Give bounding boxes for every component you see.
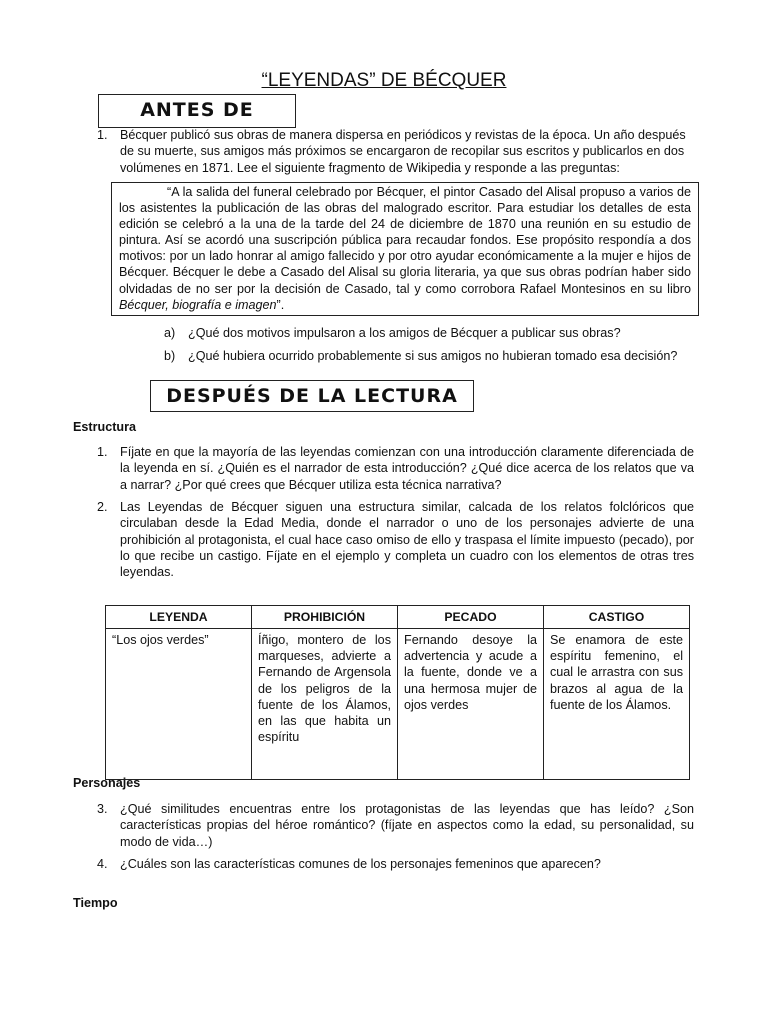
subheading-estructura: Estructura xyxy=(73,420,136,434)
question-text: ¿Cuáles son las características comunes de los personajes femeninos que aparecen? xyxy=(120,857,601,871)
subquestion-text: ¿Qué dos motivos impulsaron a los amigos de Bécquer a publicar sus obras? xyxy=(188,326,621,340)
table-header: CASTIGO xyxy=(544,606,690,629)
question-number: 1. xyxy=(97,128,108,142)
question-number: 2. xyxy=(97,500,108,514)
table-row xyxy=(106,629,690,780)
quote-end: ”. xyxy=(276,297,285,312)
subquestion-label: a) xyxy=(164,326,176,340)
legend-table xyxy=(105,605,690,780)
table-cell: Se enamora de este espíritu femenino, el cual le arrastra con sus brazos al agua de la fuente de los Álamos. xyxy=(544,629,690,780)
section-heading-antes: ANTES DE xyxy=(98,94,296,128)
table-cell: Íñigo, montero de los marqueses, advierte a Fernando de Argensola de los peligros de la fuente de los Álamos, en las que habita un espíritu xyxy=(252,629,398,780)
table-cell: “Los ojos verdes” xyxy=(106,629,252,780)
wikipedia-quote-box xyxy=(111,182,699,316)
table-header: LEYENDA xyxy=(106,606,252,629)
subheading-personajes: Personajes xyxy=(73,776,141,790)
question-number: 3. xyxy=(97,802,108,816)
subquestion-text: ¿Qué hubiera ocurrido probablemente si sus amigos no hubieran tomado esa decisión? xyxy=(188,349,678,363)
table-header: PROHIBICIÓN xyxy=(252,606,398,629)
table-cell: Fernando desoye la advertencia y acude a la fuente, donde ve a una hermosa mujer de ojos verdes xyxy=(398,629,544,780)
table-header: PECADO xyxy=(398,606,544,629)
subheading-tiempo: Tiempo xyxy=(73,896,118,910)
quote-text: “A la salida del funeral celebrado por Bécquer, el pintor Casado del Alisal propuso a varios de los asistentes la publicación de las obras del malogrado escritor. Para estudiar los detalles de esta edición se celebró a la una de la tarde del 24 de diciembre de 1870 una reunión en su estudio de pintura. Así se acordó una suscripción pública para recaudar fondos. Ese propósito respondía a dos motivos: por un lado honrar al amigo fallecido y por otro ayudar económicamente a la mujer e hijos de Bécquer. Bécquer le debe a Casado del Alisal su gloria literaria, ya que sus obras podrían haber sido olvidadas de no ser por la decisión de Casado, tal y como corrobora Rafael Montesinos en su libro xyxy=(119,185,691,296)
question-number: 4. xyxy=(97,857,108,871)
section-heading-despues: DESPUÉS DE LA LECTURA xyxy=(150,380,474,412)
quote-book-title: Bécquer, biografía e imagen xyxy=(119,297,277,312)
question-number: 1. xyxy=(97,445,108,459)
question-text: Bécquer publicó sus obras de manera dispersa en periódicos y revistas de la época. Un año después de su muerte, sus amigos más próximos se encargaron de recopilar sus escritos y publicarlos en dos volúmenes en 1871. Lee el siguiente fragmento de Wikipedia y responde a las preguntas: xyxy=(120,128,686,175)
question-text: ¿Qué similitudes encuentras entre los protagonistas de las leyendas que has leído? ¿Son características propias del héroe romántico? (fíjate en aspectos como la edad, su personalidad, su modo de vida…) xyxy=(120,802,694,849)
question-text: Las Leyendas de Bécquer siguen una estructura similar, calcada de los relatos folclóricos que circulaban desde la Edad Media, donde el narrador o uno de los personajes advierte de una prohibición al protagonista, el cual hace caso omiso de ello y traspasa el límite impuesto (pecado), por lo que recibe un castigo. Fíjate en el ejemplo y completa un cuadro con los elementos de otras tres leyendas. xyxy=(120,500,694,580)
document-title: “LEYENDAS” DE BÉCQUER xyxy=(261,70,507,91)
question-text: Fíjate en que la mayoría de las leyendas comienzan con una introducción claramente diferenciada de la leyenda en sí. ¿Quién es el narrador de esta introducción? ¿Qué dice acerca de los relatos que va a narrar? ¿Por qué crees que Bécquer utiliza esta técnica narrativa? xyxy=(120,445,694,492)
subquestion-label: b) xyxy=(164,349,176,363)
